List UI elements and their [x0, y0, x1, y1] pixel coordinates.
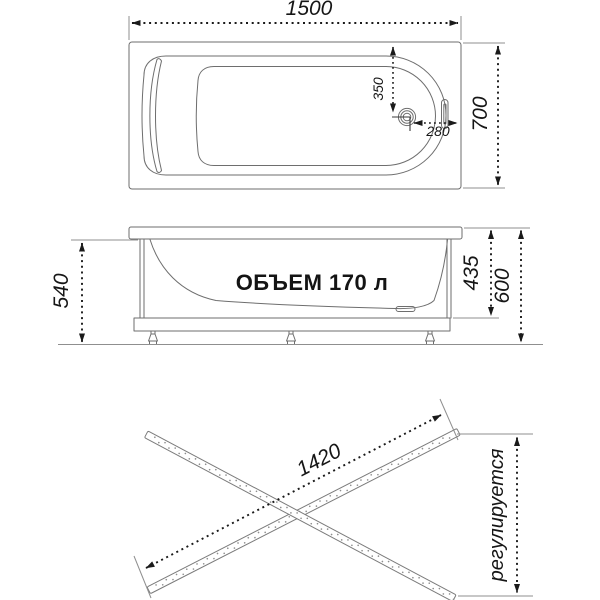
dim-540-label: 540: [50, 273, 73, 309]
foot-icon: [426, 331, 435, 345]
volume-label: ОБЪЕМ 170 л: [235, 270, 389, 295]
support-rail: [147, 428, 460, 593]
tub-outer-edge: [129, 42, 461, 189]
plan-view: [129, 0, 505, 189]
rim-profile: [129, 227, 462, 239]
dim-drain-y-label: 350: [370, 77, 386, 101]
side-view: [50, 227, 543, 345]
tub-basin-contour: [196, 67, 435, 166]
tub-rim-contour: [142, 56, 446, 175]
headrest-contour: [150, 59, 162, 173]
dim-1420-extension-left: [134, 556, 151, 598]
dim-width-label: 700: [469, 96, 492, 132]
adjustable-label: регулируется: [486, 448, 508, 582]
dim-length-label: 1500: [285, 0, 333, 20]
dim-1420-line: [146, 415, 441, 568]
frame-rail-profile: [134, 318, 450, 331]
foot-icon: [149, 331, 158, 345]
dim-1420-label: 1420: [292, 439, 346, 482]
foot-icon: [287, 331, 296, 345]
rails-view: [134, 399, 533, 600]
dim-600-label: 600: [491, 268, 514, 304]
dim-435-label: 435: [460, 255, 483, 291]
dim-drain-x-label: 280: [426, 123, 450, 139]
